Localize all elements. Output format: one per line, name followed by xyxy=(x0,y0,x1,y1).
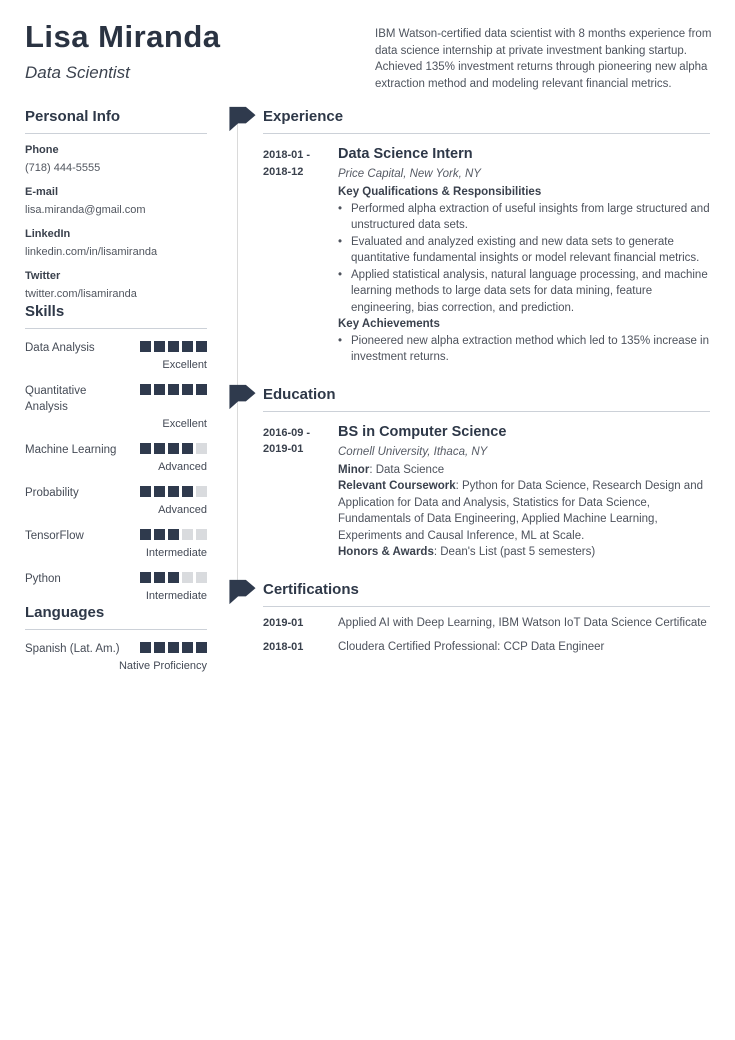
bullet-group-label: Key Qualifications & Responsibilities xyxy=(338,186,542,198)
rating-squares xyxy=(140,485,207,497)
experience-entries xyxy=(263,145,710,366)
certification-rows xyxy=(263,615,710,655)
date-end: 2018-12 xyxy=(263,165,304,178)
rating-square xyxy=(140,486,151,497)
person-name: Lisa Miranda xyxy=(25,19,221,54)
rating-square xyxy=(196,529,207,540)
rating-square xyxy=(182,529,193,540)
rating-square xyxy=(140,443,151,454)
rating-square xyxy=(168,443,179,454)
languages-heading: Languages xyxy=(25,603,207,630)
personal-info-item xyxy=(25,143,207,176)
bullet-item xyxy=(338,333,710,366)
languages-list xyxy=(25,641,207,673)
rating-label: Intermediate xyxy=(145,590,207,602)
bullet-item xyxy=(338,201,710,234)
bullet-dot: • xyxy=(338,235,343,248)
section-experience xyxy=(263,107,710,366)
rating-square xyxy=(182,443,193,454)
rating-squares xyxy=(140,641,207,653)
rating-label: Native Proficiency xyxy=(118,660,207,672)
rated-item-name: Spanish (Lat. Am.) xyxy=(25,643,120,655)
personal-info-item xyxy=(25,269,207,302)
personal-info-label: Phone xyxy=(25,144,59,156)
bullet-text: Applied statistical analysis, natural language processing, and machine learning methods to large data sets for data mining, feature engineering, bias correction, and prediction. xyxy=(351,268,708,314)
section-certifications xyxy=(263,580,710,655)
rating-square xyxy=(140,572,151,583)
bullet-text: Evaluated and analyzed existing and new data sets to generate quantitative fundamental insights or model relevant financial metrics. xyxy=(351,235,700,264)
rating-square xyxy=(182,642,193,653)
entry-dates xyxy=(263,145,338,366)
rating-square xyxy=(196,341,207,352)
entry-title: Data Science Intern xyxy=(338,146,473,162)
rating-square xyxy=(140,642,151,653)
rated-item-name: Probability xyxy=(25,487,79,499)
date-start: 2016-09 - xyxy=(263,426,311,439)
rating-square xyxy=(168,642,179,653)
personal-info-heading: Personal Info xyxy=(25,107,207,134)
detail-label: Relevant Coursework xyxy=(338,480,456,492)
rated-item-row xyxy=(25,340,207,356)
rated-item-row xyxy=(25,528,207,544)
section-marker-icon xyxy=(227,104,257,133)
detail-label: Minor xyxy=(338,463,370,476)
certification-date: 2018-01 xyxy=(263,640,304,653)
rating-square xyxy=(154,384,165,395)
rating-square xyxy=(168,341,179,352)
rating-square xyxy=(154,486,165,497)
rating-label: Advanced xyxy=(158,461,207,473)
rating-square xyxy=(154,572,165,583)
section-marker-icon xyxy=(227,577,257,606)
experience-heading: Experience xyxy=(263,107,710,134)
rated-item-row xyxy=(25,485,207,501)
entry-subtitle: Price Capital, New York, NY xyxy=(338,168,481,180)
experience-entry xyxy=(263,145,710,366)
rating-square xyxy=(196,642,207,653)
personal-info-item xyxy=(25,185,207,218)
rating-square xyxy=(168,572,179,583)
entry-subtitle: Cornell University, Ithaca, NY xyxy=(338,445,488,458)
entry-body xyxy=(338,423,710,561)
rated-item xyxy=(25,340,207,372)
education-entries xyxy=(263,423,710,561)
rated-item-row xyxy=(25,641,207,657)
timeline-line xyxy=(237,112,238,590)
rating-label: Intermediate xyxy=(145,547,207,559)
rated-item xyxy=(25,528,207,560)
personal-info-value: (718) 444-5555 xyxy=(25,162,101,174)
rating-label: Excellent xyxy=(162,418,207,430)
rating-squares xyxy=(140,571,207,583)
personal-info-item xyxy=(25,227,207,260)
rating-square xyxy=(196,384,207,395)
personal-info-value: linkedin.com/in/lisamiranda xyxy=(25,246,158,258)
entry-title: BS in Computer Science xyxy=(338,423,507,440)
detail-line: Minor: Data Science xyxy=(338,463,445,476)
certification-text: Cloudera Certified Professional: CCP Data Engineer xyxy=(338,640,605,653)
rating-square xyxy=(154,529,165,540)
rated-item xyxy=(25,571,207,603)
rated-item xyxy=(25,442,207,474)
section-education xyxy=(263,385,710,561)
date-end: 2019-01 xyxy=(263,443,304,455)
rating-square xyxy=(154,443,165,454)
bullet-dot: • xyxy=(338,202,343,215)
person-job-title: Data Scientist xyxy=(25,63,130,82)
date-start: 2018-01 - xyxy=(263,149,311,161)
profile-summary: IBM Watson-certified data scientist with 8 months experience from data science internship at private investment banking startup. Achieved 135% investment returns through pioneering new alpha extraction method and modeling relevant financial metrics. xyxy=(375,28,712,90)
certification-text: Applied AI with Deep Learning, IBM Watson IoT Data Science Certificate xyxy=(338,616,707,629)
personal-info-label: LinkedIn xyxy=(25,228,71,240)
rated-item-name: TensorFlow xyxy=(25,530,84,542)
rating-square xyxy=(168,486,179,497)
rating-square xyxy=(182,572,193,583)
bullet-item xyxy=(338,234,710,267)
rating-squares xyxy=(140,383,207,395)
rated-item-name: Python xyxy=(25,573,61,585)
entry-body xyxy=(338,145,710,366)
rated-item xyxy=(25,383,207,431)
main-column xyxy=(263,107,710,674)
rated-item-row xyxy=(25,383,207,415)
skills-heading: Skills xyxy=(25,302,207,329)
personal-info-label: Twitter xyxy=(25,270,61,282)
detail-line: Honors & Awards: Dean's List (past 5 semesters) xyxy=(338,546,596,558)
bullet-text: Pioneered new alpha extraction method which led to 135% increase in investment returns. xyxy=(351,334,709,363)
sidebar xyxy=(25,107,207,673)
rating-squares xyxy=(140,528,207,540)
rating-square xyxy=(168,384,179,395)
rating-square xyxy=(182,486,193,497)
personal-info-value: lisa.miranda@gmail.com xyxy=(25,204,146,216)
education-entry xyxy=(263,423,710,561)
rating-square xyxy=(168,529,179,540)
rated-item-name: Quantitative Analysis xyxy=(25,385,87,413)
rated-item-name: Machine Learning xyxy=(25,444,117,456)
rating-square xyxy=(154,642,165,653)
skills-list xyxy=(25,340,207,603)
rating-square xyxy=(154,341,165,352)
detail-line: Relevant Coursework: Python for Data Science, Research Design and Application for Data and Analysis, Statistics for Data Science, Fundamentals of Data Engineering, Applied Machine Learning, Experiments and Causal Inference, ML at Scale. xyxy=(338,480,703,542)
rated-item-row xyxy=(25,571,207,587)
rating-squares xyxy=(140,340,207,352)
bullet-group-label: Key Achievements xyxy=(338,318,440,330)
section-marker-icon xyxy=(227,382,257,411)
certification-date: 2019-01 xyxy=(263,616,304,629)
rating-square xyxy=(182,341,193,352)
rated-item-name: Data Analysis xyxy=(25,342,95,354)
bullet-text: Performed alpha extraction of useful insights from large structured and unstructured data sets. xyxy=(351,202,710,231)
personal-info-label: E-mail xyxy=(25,186,59,198)
rated-item xyxy=(25,641,207,673)
rating-label: Excellent xyxy=(162,359,207,371)
personal-info-value: twitter.com/lisamiranda xyxy=(25,288,137,300)
bullet-dot: • xyxy=(338,334,343,347)
bullet-dot: • xyxy=(338,268,343,281)
rating-square xyxy=(196,443,207,454)
entry-dates xyxy=(263,423,338,561)
bullet-item xyxy=(338,267,710,317)
rating-square xyxy=(182,384,193,395)
rated-item-row xyxy=(25,442,207,458)
rating-square xyxy=(140,529,151,540)
rating-square xyxy=(196,486,207,497)
rating-label: Advanced xyxy=(158,504,207,516)
personal-info-list xyxy=(25,143,207,302)
certification-row xyxy=(263,639,710,655)
rated-item xyxy=(25,485,207,517)
rating-square xyxy=(140,384,151,395)
rating-square xyxy=(140,341,151,352)
detail-label: Honors & Awards xyxy=(338,546,434,558)
certifications-heading: Certifications xyxy=(263,580,710,607)
education-heading: Education xyxy=(263,385,710,412)
rating-squares xyxy=(140,442,207,454)
certification-row xyxy=(263,615,710,631)
rating-square xyxy=(196,572,207,583)
